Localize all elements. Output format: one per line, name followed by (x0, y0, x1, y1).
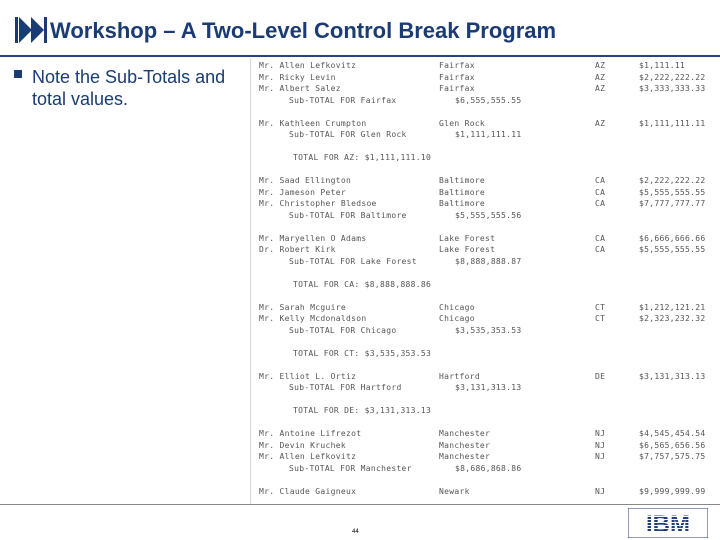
subtotal-amount: $3,131,313.13 (455, 383, 522, 392)
customer-amount: $4,545,454.54 (639, 429, 706, 438)
customer-state: CA (595, 245, 606, 254)
report-detail-row (259, 175, 719, 186)
slide-title-bar (0, 0, 720, 56)
subtotal-label: Sub-TOTAL FOR Lake Forest (289, 256, 417, 266)
report-blank-row (259, 221, 719, 232)
customer-state: CA (595, 176, 606, 185)
slide-title: Workshop – A Two-Level Control Break Program (50, 18, 557, 43)
ibm-logo (628, 508, 708, 538)
report-blank-row (259, 417, 719, 428)
customer-name: Mr. Kathleen Crumpton (259, 118, 367, 128)
customer-city: Manchester (439, 452, 491, 461)
subtotal-label: Sub-TOTAL FOR Fairfax (289, 95, 397, 105)
report-subtotal-row (259, 95, 719, 106)
report-detail-row (259, 233, 719, 244)
customer-amount: $7,777,777.77 (639, 199, 706, 208)
report-detail-row (259, 486, 719, 497)
subtotal-label: Sub-TOTAL FOR Chicago (289, 325, 397, 335)
customer-state: AZ (595, 72, 606, 82)
customer-amount: $5,555,555.55 (639, 187, 706, 197)
bullet-text: Note the Sub-Totals and total values. (32, 67, 226, 109)
customer-name: Mr. Sarah Mcguire (259, 302, 346, 312)
customer-state: CA (595, 199, 606, 208)
customer-amount: $7,757,575.75 (639, 452, 706, 461)
customer-city: Baltimore (439, 176, 486, 185)
customer-amount: $6,666,666.66 (639, 233, 706, 243)
subtotal-label: Sub-TOTAL FOR Manchester (289, 463, 412, 473)
report-detail-row (259, 83, 719, 94)
report-screenshot (250, 58, 720, 504)
report-detail-row (259, 302, 719, 313)
customer-amount: $2,222,222.22 (639, 176, 706, 185)
customer-amount: $1,212,121.21 (639, 302, 706, 312)
square-bullet-icon (14, 70, 22, 78)
customer-amount: $9,999,999.99 (639, 486, 706, 496)
report-detail-row (259, 451, 719, 462)
customer-city: Manchester (439, 429, 491, 438)
subtotal-amount: $8,888,888.87 (455, 256, 522, 266)
customer-name: Mr. Christopher Bledsoe (259, 199, 377, 208)
customer-city: Manchester (439, 440, 491, 450)
subtotal-amount: $6,555,555.55 (455, 95, 522, 105)
customer-name: Mr. Claude Gaigneux (259, 486, 357, 496)
title-divider (0, 55, 720, 57)
customer-name: Mr. Jameson Peter (259, 187, 346, 197)
report-total-row (259, 348, 719, 359)
customer-city: Glen Rock (439, 118, 486, 128)
report-detail-row (259, 72, 719, 83)
customer-name: Mr. Antoine Lifrezot (259, 429, 362, 438)
report-blank-row (259, 474, 719, 485)
report-detail-row (259, 313, 719, 324)
report-detail-row (259, 440, 719, 451)
report-blank-row (259, 164, 719, 175)
customer-city: Fairfax (439, 72, 475, 82)
total-label: TOTAL FOR CA: $8,888,888.86 (293, 279, 432, 289)
report-detail-row (259, 244, 719, 255)
report-total-row (259, 279, 719, 290)
report-blank-row (259, 106, 719, 117)
page-number: 44 (352, 529, 359, 535)
customer-amount: $1,111,111.11 (639, 118, 706, 128)
customer-amount: $3,131,313.13 (639, 371, 706, 381)
report-total-row (259, 405, 719, 416)
report-blank-row (259, 290, 719, 301)
customer-city: Baltimore (439, 187, 486, 197)
customer-state: NJ (595, 452, 606, 461)
customer-name: Mr. Allen Lefkovitz (259, 61, 357, 70)
customer-city: Chicago (439, 302, 475, 312)
subtotal-label: Sub-TOTAL FOR Glen Rock (289, 130, 407, 139)
customer-amount: $2,323,232.32 (639, 314, 706, 323)
subtotal-amount: $1,111,111.11 (455, 130, 522, 139)
customer-name: Mr. Allen Lefkovitz (259, 452, 357, 461)
customer-name: Mr. Albert Salez (259, 84, 341, 93)
customer-city: Baltimore (439, 199, 486, 208)
total-label: TOTAL FOR DE: $3,131,313.13 (293, 406, 432, 415)
customer-name: Mr. Maryellen O Adams (259, 233, 367, 243)
customer-amount: $6,565,656.56 (639, 440, 706, 450)
total-label: TOTAL FOR CT: $3,535,353.53 (293, 348, 432, 358)
footer-divider (0, 504, 720, 505)
subtotal-amount: $8,686,868.86 (455, 463, 522, 473)
report-subtotal-row (259, 463, 719, 474)
report-subtotal-row (259, 210, 719, 221)
customer-amount: $2,222,222.22 (639, 72, 706, 82)
customer-state: DE (595, 371, 606, 381)
subtotal-amount: $5,555,555.56 (455, 210, 522, 220)
customer-name: Mr. Kelly Mcdonaldson (259, 314, 367, 323)
report-blank-row (259, 267, 719, 278)
subtotal-amount: $3,535,353.53 (455, 325, 522, 335)
customer-state: CT (595, 314, 606, 323)
customer-city: Fairfax (439, 61, 475, 70)
customer-state: AZ (595, 61, 606, 70)
subtotal-label: Sub-TOTAL FOR Hartford (289, 383, 402, 392)
report-detail-row (259, 60, 719, 71)
report-detail-row (259, 118, 719, 129)
customer-city: Hartford (439, 371, 480, 381)
report-subtotal-row (259, 256, 719, 267)
customer-state: AZ (595, 84, 606, 93)
report-detail-row (259, 198, 719, 209)
report-detail-row (259, 428, 719, 439)
customer-name: Mr. Elliot L. Ortiz (259, 371, 357, 381)
total-label: TOTAL FOR AZ: $1,111,111.10 (293, 153, 432, 162)
customer-city: Lake Forest (439, 233, 496, 243)
customer-state: CA (595, 187, 606, 197)
report-detail-row (259, 371, 719, 382)
customer-city: Lake Forest (439, 245, 496, 254)
customer-state: AZ (595, 118, 606, 128)
customer-state: CA (595, 233, 606, 243)
report-subtotal-row (259, 325, 719, 336)
report-blank-row (259, 359, 719, 370)
customer-state: CT (595, 302, 606, 312)
customer-amount: $1,111.11 (639, 61, 686, 70)
fast-forward-icon (14, 16, 48, 44)
report-subtotal-row (259, 382, 719, 393)
customer-city: Newark (439, 486, 470, 496)
report-detail-row (259, 187, 719, 198)
report-subtotal-row (259, 129, 719, 140)
report-blank-row (259, 141, 719, 152)
report-blank-row (259, 336, 719, 347)
customer-name: Mr. Ricky Levin (259, 72, 336, 82)
report-total-row (259, 152, 719, 163)
bullet-panel (0, 60, 248, 502)
customer-state: NJ (595, 440, 606, 450)
subtotal-label: Sub-TOTAL FOR Baltimore (289, 210, 407, 220)
customer-amount: $5,555,555.55 (639, 245, 706, 254)
customer-amount: $3,333,333.33 (639, 84, 706, 93)
customer-name: Mr. Devin Kruchek (259, 440, 346, 450)
customer-state: NJ (595, 486, 606, 496)
customer-name: Mr. Saad Ellington (259, 176, 352, 185)
customer-city: Chicago (439, 314, 475, 323)
svg-text:IBM: IBM (646, 511, 690, 538)
customer-state: NJ (595, 429, 606, 438)
customer-name: Dr. Robert Kirk (259, 245, 336, 254)
customer-city: Fairfax (439, 84, 475, 93)
report-blank-row (259, 394, 719, 405)
